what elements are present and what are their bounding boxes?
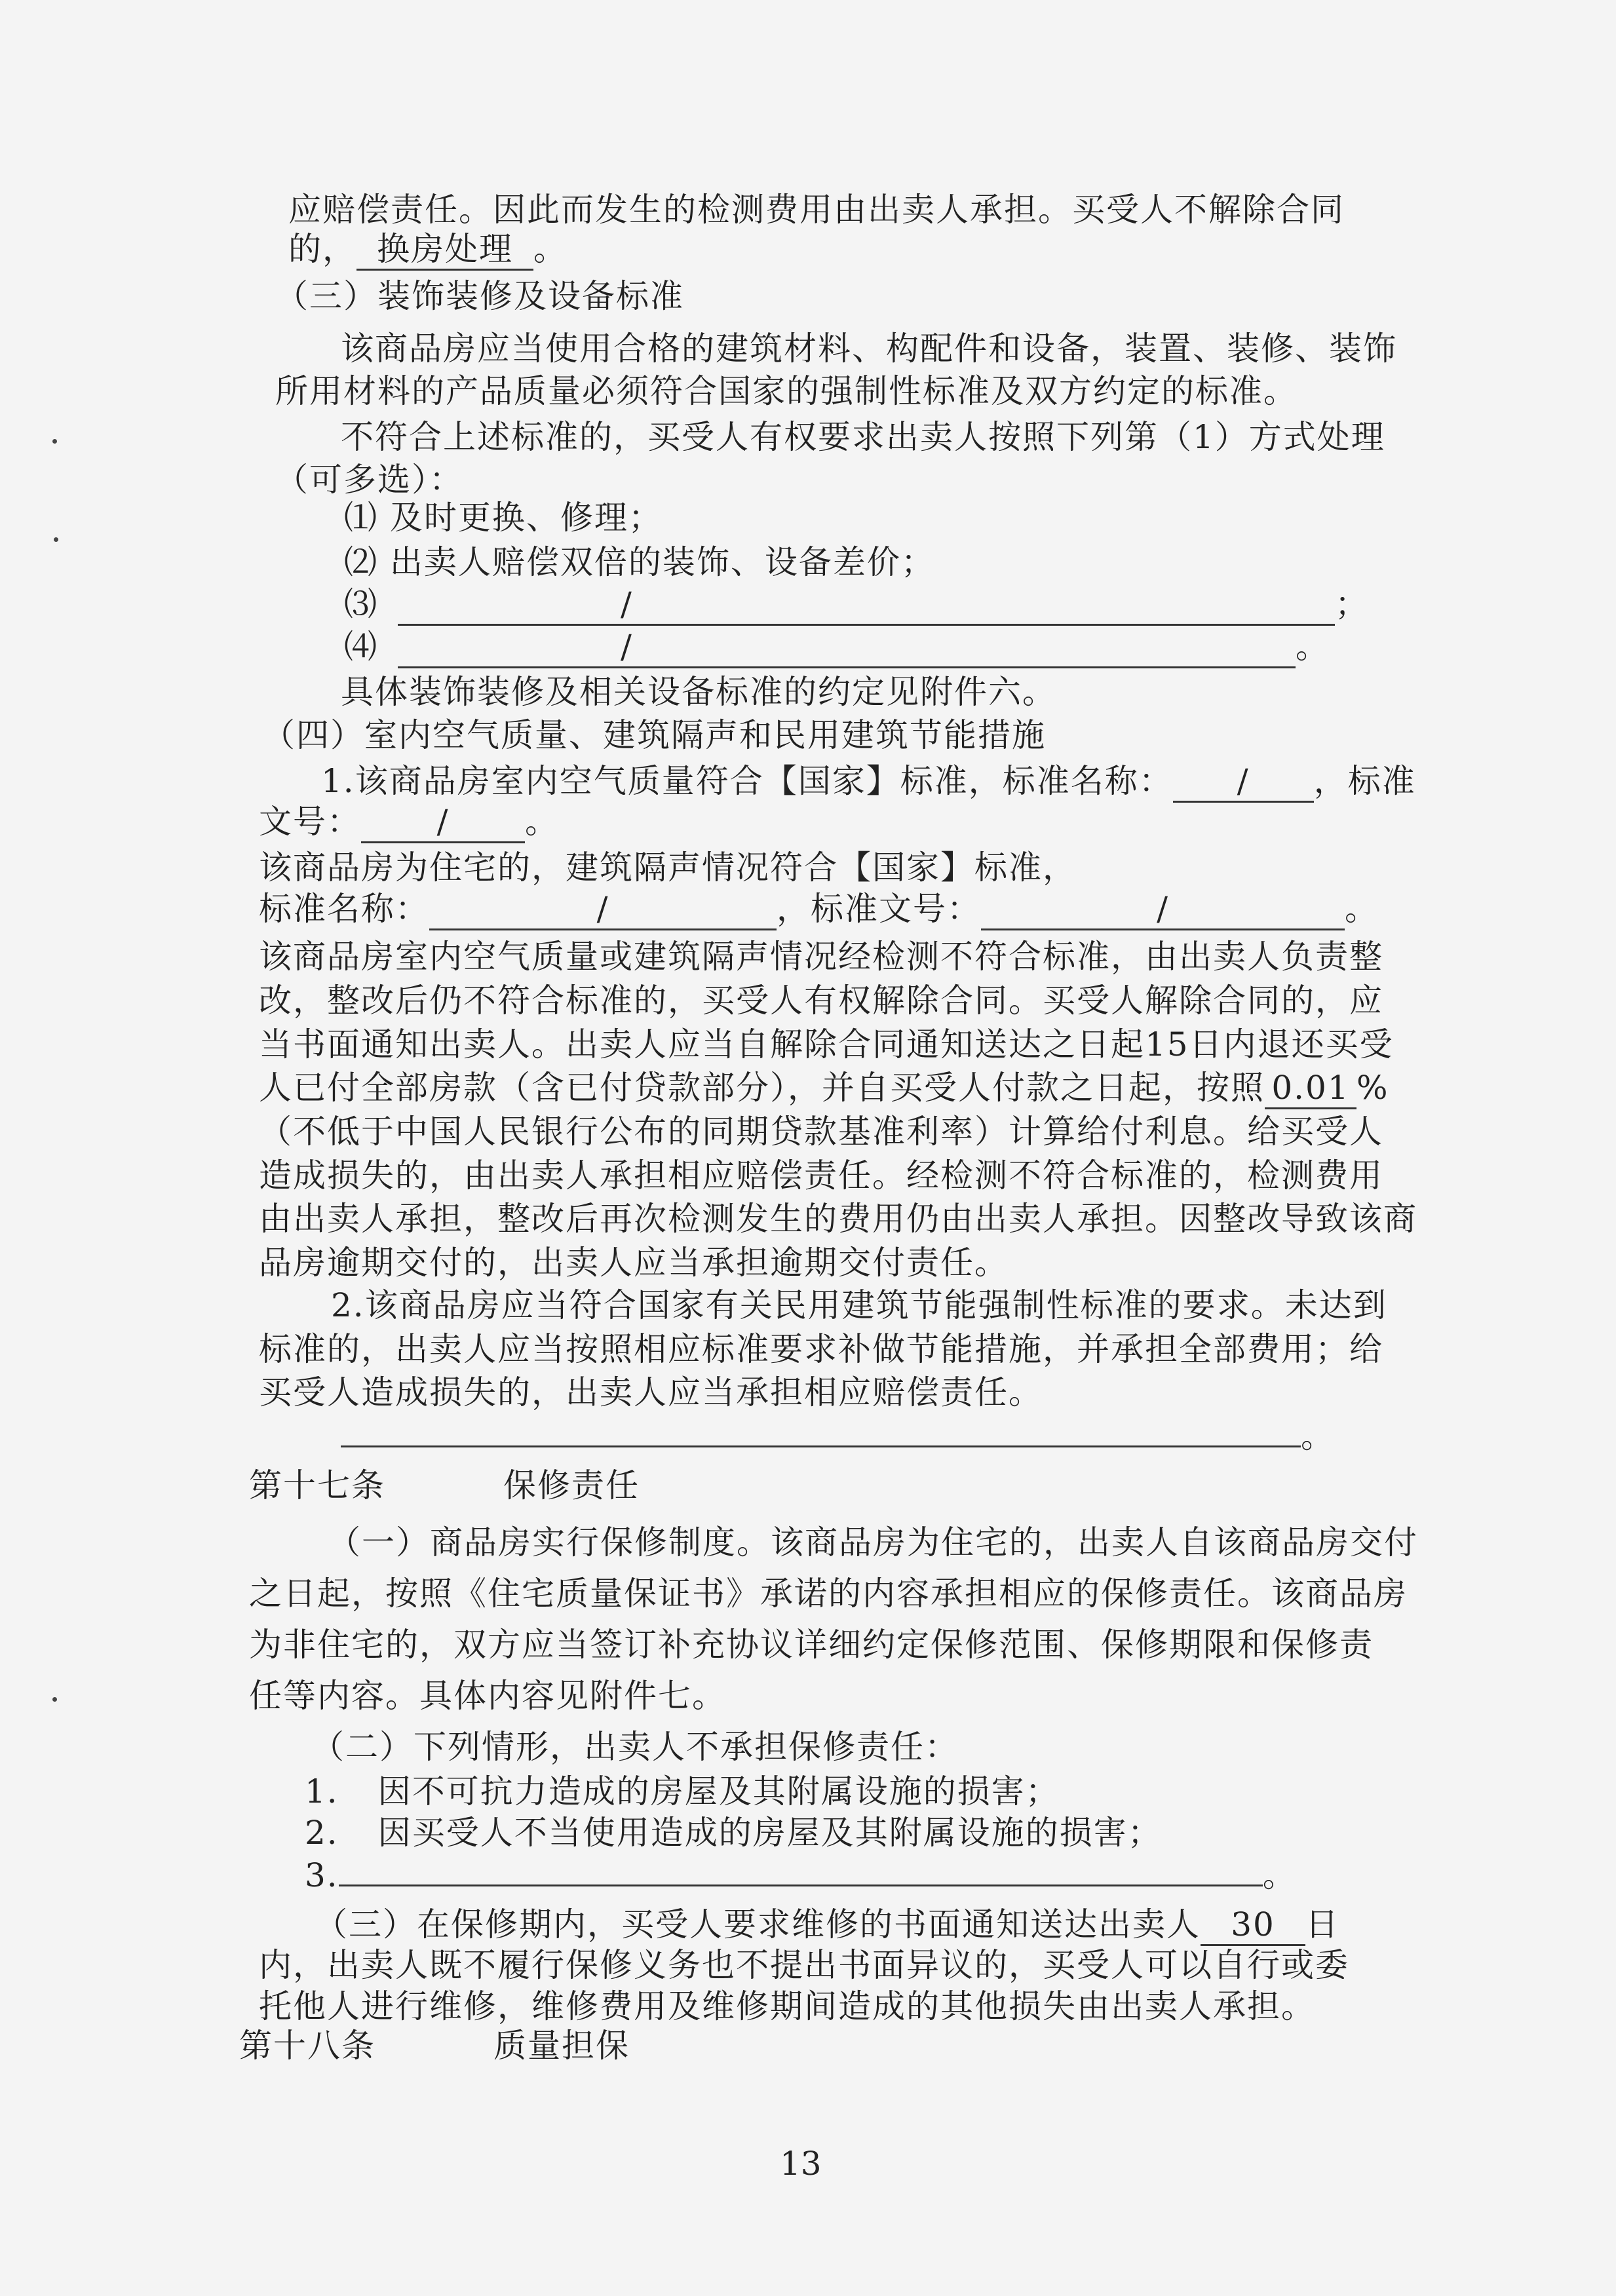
blank-field: 换房处理 <box>356 229 533 271</box>
list-item: ⑷ / 。 <box>344 626 1330 668</box>
text-line: 标准名称： / ，标准文号： / 。 <box>259 888 1379 930</box>
list-item: 1. 因不可抗力造成的房屋及其附属设施的损害； <box>305 1772 1060 1810</box>
section-heading: （四）室内空气质量、建筑隔声和民用建筑节能措施 <box>262 716 1046 754</box>
text-line: 内，出卖人既不履行保修义务也不提出书面异议的，买受人可以自行或委 <box>259 1946 1349 1984</box>
text-line: 任等内容。具体内容见附件七。 <box>249 1677 726 1715</box>
text-line: 所用材料的产品质量必须符合国家的强制性标准及双方约定的标准。 <box>275 372 1298 410</box>
scan-speck <box>52 1697 57 1702</box>
text-line: 托他人进行维修，维修费用及维修期间造成的其他损失由出卖人承担。 <box>259 1987 1315 2025</box>
list-item: ⑴ 及时更换、修理； <box>344 499 663 537</box>
text-line: （二）下列情形，出卖人不承担保修责任： <box>311 1728 959 1766</box>
text-line: 。 <box>341 1415 1335 1457</box>
blank-field <box>341 1445 1301 1447</box>
text-line: 人已付全部房款（含已付贷款部分），并自买受人付款之日起，按照 0.01 % <box>259 1067 1389 1109</box>
section-heading: （三）装饰装修及设备标准 <box>275 277 684 315</box>
list-item: 2. 因买受人不当使用造成的房屋及其附属设施的损害； <box>305 1814 1162 1852</box>
text-line: 品房逾期交付的，出卖人应当承担逾期交付责任。 <box>259 1244 1009 1282</box>
text-line: 具体装饰装修及相关设备标准的约定见附件六。 <box>341 673 1056 711</box>
blank-field: / <box>398 584 1335 626</box>
list-item: 3. 。 <box>305 1856 1297 1894</box>
article-heading: 第十八条 质量担保 <box>239 2027 630 2065</box>
text-line: （三）在保修期内，买受人要求维修的书面通知送达出卖人 30 日 <box>315 1904 1339 1946</box>
scan-speck <box>52 439 57 444</box>
repair-notice-days-field: 30 <box>1201 1905 1305 1946</box>
blank-field: / <box>398 627 1296 668</box>
text-line: 改，整改后仍不符合标准的，买受人有权解除合同。买受人解除合同的，应 <box>259 982 1383 1020</box>
list-item: ⑶ / ； <box>344 583 1369 626</box>
text-line: 不符合上述标准的，买受人有权要求出卖人按照下列第（1）方式处理 <box>341 418 1385 456</box>
text-line: （可多选）： <box>275 461 463 499</box>
text-line: 该商品房室内空气质量或建筑隔声情况经检测不符合标准，由出卖人负责整 <box>259 938 1383 976</box>
text-line: 由出卖人承担，整改后再次检测发生的费用仍由出卖人承担。因整改导致该商 <box>259 1200 1417 1238</box>
text-line: 2.该商品房应当符合国家有关民用建筑节能强制性标准的要求。未达到 <box>331 1286 1387 1324</box>
text-line: 标准的，出卖人应当按照相应标准要求补做节能措施，并承担全部费用；给 <box>259 1330 1383 1368</box>
text-line: 为非住宅的，双方应当签订补充协议详细约定保修范围、保修期限和保修责 <box>249 1626 1374 1664</box>
blank-field: / <box>429 889 777 930</box>
scan-speck <box>54 537 58 542</box>
text-line: （一）商品房实行保修制度。该商品房为住宅的，出卖人自该商品房交付 <box>328 1523 1418 1561</box>
blank-field: / <box>981 889 1345 930</box>
text-line: 该商品房为住宅的，建筑隔声情况符合【国家】标准， <box>259 849 1077 887</box>
text-line: 应赔偿责任。因此而发生的检测费用由出卖人承担。买受人不解除合同 <box>288 191 1345 229</box>
text-line: 之日起，按照《住宅质量保证书》承诺的内容承担相应的保修责任。该商品房 <box>249 1575 1408 1613</box>
text-line: （不低于中国人民银行公布的同期贷款基准利率）计算给付利息。给买受人 <box>259 1113 1383 1151</box>
article-heading: 第十七条 保修责任 <box>249 1466 640 1504</box>
text-line: 买受人造成损失的，出卖人应当承担相应赔偿责任。 <box>259 1373 1043 1411</box>
blank-field <box>339 1885 1263 1886</box>
text-line: 造成损失的，由出卖人承担相应赔偿责任。经检测不符合标准的，检测费用 <box>259 1157 1383 1195</box>
list-item: ⑵ 出卖人赔偿双倍的装饰、设备差价； <box>344 543 935 581</box>
text-line: 当书面通知出卖人。出卖人应当自解除合同通知送达之日起15日内退还买受 <box>259 1025 1394 1063</box>
text-line: 的， 换房处理 。 <box>288 228 568 271</box>
text-line: 1.该商品房室内空气质量符合【国家】标准，标准名称： / ，标准 <box>321 760 1416 803</box>
blank-field: / <box>1173 761 1314 803</box>
interest-rate-field: 0.01 <box>1265 1068 1356 1109</box>
blank-field: / <box>361 802 525 843</box>
page-number: 13 <box>780 2145 822 2183</box>
text-line: 文号： / 。 <box>259 801 559 843</box>
text-line: 该商品房应当使用合格的建筑材料、构配件和设备，装置、装修、装饰 <box>341 330 1397 368</box>
